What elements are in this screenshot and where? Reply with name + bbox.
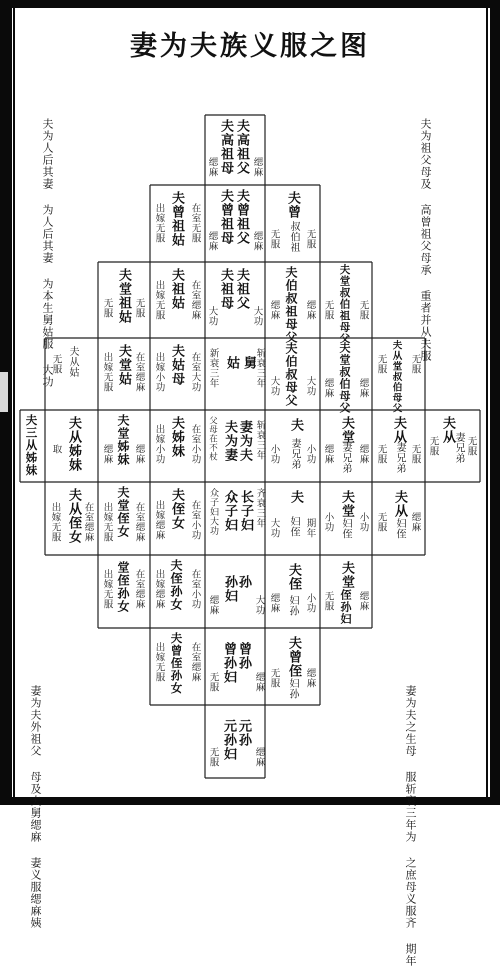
note-line: 妻为夫外祖父 [29,685,42,757]
mourning-grade: 出嫁小功 [153,424,165,464]
kin-name: 妇孙 [287,595,298,616]
kin-name: 元孙 [236,719,251,747]
note-line: 妻义服缌麻姨 [29,857,42,929]
kin-name: 妻兄弟 [340,442,351,474]
mourning-grade: 在室小功 [189,500,201,540]
cell-zaicong-xiongdi [425,410,480,482]
mourning-grade: 出嫁无服 [49,502,61,542]
kin-name: 妇侄 [340,518,351,539]
kin-name: 夫 [288,490,303,504]
note-line: 夫为人后其妻 [41,118,54,190]
mourning-grade: 在室大功 [189,352,201,392]
kin-name: 夫堂祖姑 [116,268,131,324]
mourning-grade: 在室缌麻 [82,502,94,542]
kin-name: 夫曾侄孙女 [169,632,184,695]
cell-tang-xiongdi [320,410,372,482]
mourning-grade: 缌麻 [409,512,421,532]
mourning-grade: 在室小功 [189,569,201,609]
note-line: 为本生舅姑服 [41,278,54,350]
mourning-grade: 缌麻 [322,378,334,398]
cell-tang-zhinv [98,482,150,555]
mourning-grade: 在室缌麻 [189,280,201,320]
mourning-grade: 父母在不杖 [207,416,218,461]
mourning-grade: 出嫁无服 [153,280,165,320]
kin-name: 舅 [241,356,256,370]
kin-name: 侄孙妇 [339,589,352,625]
kin-name: 夫堂 [339,561,354,589]
kin-name: 夫高祖父 [234,119,249,175]
cell-xuansun [205,705,265,778]
mourning-grade: 小功 [304,593,316,613]
cell-zengzhisun [265,628,320,705]
mourning-grade: 无服 [322,591,334,611]
mourning-grade: 无服 [375,444,387,464]
kin-name: 曾孙妇 [221,642,236,684]
mourning-grade: 大功 [206,306,218,326]
mourning-grade: 无服 [465,436,477,456]
kin-name: 夫高祖母 [218,119,233,175]
kin-name: 夫祖姑 [169,268,184,310]
kin-name: 夫侄孙女 [169,559,183,611]
cell-xiongdi [265,410,320,482]
cell-cong-zhinv [45,482,98,555]
kin-name: 夫从 [392,490,407,518]
kin-name: 叔伯祖 [288,221,299,253]
cell-zimei [150,410,205,482]
kin-name: 妇侄 [288,516,299,537]
mourning-grade: 小功 [357,512,369,532]
cell-zu [205,262,265,338]
mourning-grade: 缌麻 [133,444,145,464]
cell-tang-zhisun [320,555,372,628]
kin-name: 夫伯叔母父 [284,342,298,407]
note-line: 重者并从夫服 [419,290,432,362]
mourning-grade: 无服 [207,672,219,692]
cell-zhisunnv [150,555,205,628]
kin-name: 夫侄 [286,563,301,591]
cell-zeng-zugu [150,185,205,262]
cell-tang-bozu [320,262,372,345]
kin-name: 夫 [288,418,303,432]
note-line: 大功 [41,364,54,388]
cell-boshu [265,338,320,410]
mourning-grade: 出嫁无服 [101,352,113,392]
mourning-grade: 无服 [357,300,369,320]
cell-zengzhisunnv [150,628,205,705]
cell-jiugu [205,338,265,410]
mourning-grade: 缌麻 [253,672,265,692]
mourning-grade: 在室缌麻 [133,352,145,392]
note-line: 期年 [404,943,417,967]
kin-name: 夫从 [391,416,406,444]
cell-bozu [265,262,320,344]
kin-name: 妻兄弟 [394,442,405,474]
kin-name: 妻为夫 [237,420,252,462]
note-line: 为人后其妻 [41,204,54,264]
mourning-grade: 无服 [304,229,316,249]
kin-name: 夫从姑 [67,346,78,378]
mourning-grade: 在室小功 [189,424,201,464]
cell-zengsun [205,628,265,705]
kin-name: 夫伯叔祖母父 [284,266,298,344]
cell-self [205,410,265,482]
cell-zhisun [265,555,320,628]
cell-conggu [45,338,98,410]
cell-tang-zimei [98,410,150,482]
mourning-grade: 小功 [304,444,316,464]
kin-name: 夫堂姊妹 [116,414,130,466]
kin-name: 元孙妇 [221,719,236,761]
mourning-grade: 大功 [251,306,263,326]
kin-name: 夫堂叔伯母父 [338,342,351,414]
mourning-grade: 出嫁缌麻 [153,500,165,540]
cell-cong-tang-boshu [372,338,425,414]
kin-name: 孙 [236,575,251,589]
mourning-grade: 无服 [268,668,280,688]
mourning-grade: 缌麻 [251,157,263,177]
note-line: 母及夫舅缌麻 [29,771,42,843]
mourning-grade: 缌麻 [357,378,369,398]
cell-zengzu [205,185,265,262]
mourning-grade: 缌麻 [322,444,334,464]
note-line: 服斩衰三年为 [404,771,417,843]
mourning-grade: 缌麻 [304,668,316,688]
mourning-grade: 小功 [268,444,280,464]
note-line: 之庶母义服齐 [404,857,417,929]
kin-name: 夫曾祖父 [234,189,249,245]
mourning-grade: 无服 [409,354,421,374]
kin-name: 夫堂 [339,416,354,444]
note-line: 高曾祖父母承 [419,204,432,276]
kin-name: 妻兄弟 [453,432,464,464]
kin-name: 夫从姊妹 [66,416,81,472]
mourning-grade: 无服 [207,747,219,767]
kin-name: 夫从侄女 [66,488,81,544]
mourning-grade: 众子妇大功 [208,488,218,536]
cell-sancong-zimei [20,410,45,482]
kin-name: 夫从堂叔伯母父 [390,340,402,414]
mourning-grade: 大功 [304,376,316,396]
cell-zhinv [150,482,205,555]
mourning-grade: 取 [50,444,62,454]
mourning-grade: 缌麻 [357,444,369,464]
cell-cong-zimei [45,410,98,482]
kin-name: 夫祖母 [218,268,233,310]
mourning-grade: 大功 [268,518,280,538]
mourning-grade: 缌麻 [206,231,218,251]
mourning-grade: 缌麻 [101,444,113,464]
mourning-grade: 无服 [409,444,421,464]
cell-gaozu [205,115,265,185]
cell-cong-zhi [372,482,425,555]
kin-name: 妻兄弟 [289,438,300,470]
mourning-grade: 大功 [268,376,280,396]
cell-tang-zhisunnv [98,555,150,628]
mourning-grade: 新衰三年 [207,348,219,388]
kin-name: 夫姑母 [169,344,184,386]
kin-name: 夫堂叔伯祖母父 [338,264,351,345]
mourning-grade: 无服 [101,298,113,318]
kin-name: 曾孙 [236,642,251,670]
mourning-grade: 无服 [322,300,334,320]
mourning-grade: 在室无服 [189,203,201,243]
mourning-grade: 无服 [375,512,387,532]
kin-name: 夫曾祖姑 [169,191,184,247]
mourning-grade: 无服 [427,436,439,456]
note-line: 夫为祖父母及 [419,118,432,190]
cell-zhangzi [205,482,265,555]
cell-zeng-boshu [265,185,320,262]
kin-name: 夫为妻 [222,420,237,462]
mourning-grade: 无服 [375,354,387,374]
mourning-grade: 齐衰三年 [254,488,266,528]
kin-name: 夫堂 [339,490,354,518]
mourning-grade: 无服 [50,354,62,374]
mourning-grade: 小功 [322,512,334,532]
mourning-grade: 出嫁无服 [101,502,113,542]
mourning-grade: 出嫁小功 [153,352,165,392]
mourning-grade: 斩衰三年 [254,420,266,460]
cell-tang-boshu [320,338,372,414]
kin-name: 夫侄女 [169,488,184,530]
cell-tang-zugu [98,262,150,338]
kin-name: 夫堂侄女 [116,486,130,538]
mourning-grade: 无服 [133,298,145,318]
kin-name: 妇侄 [394,518,405,539]
mourning-grade: 缌麻 [268,300,280,320]
cell-gumu [150,338,205,410]
kin-name: 长子妇 [238,490,253,532]
kin-name: 孙妇 [222,575,237,603]
mourning-grade: 期年 [304,518,316,538]
mourning-grade: 缌麻 [206,157,218,177]
mourning-grade: 出嫁无服 [101,569,113,609]
kin-name: 妇孙 [287,678,298,699]
mourning-grade: 斩衰三年 [254,348,266,388]
mourning-grade: 缌麻 [357,591,369,611]
kin-name: 姑 [224,356,239,370]
cell-zugu [150,262,205,338]
cell-zhi [265,482,320,555]
mourning-grade: 缌麻 [253,747,265,767]
kin-name: 夫祖父 [234,268,249,310]
mourning-grade: 缌麻 [207,595,219,615]
cell-tanggu [98,338,150,410]
mourning-grade: 出嫁缌麻 [153,569,165,609]
note-line: 妻为夫之生母 [404,685,417,757]
kin-name: 夫堂姑 [116,344,131,386]
mourning-grade: 无服 [268,229,280,249]
mourning-grade: 在室缌麻 [189,642,201,682]
page-title: 妻为夫族义服之图 [130,31,370,62]
kin-name: 夫三从姊妹 [24,414,39,477]
mourning-grade: 出嫁无服 [153,203,165,243]
mourning-grade: 缌麻 [251,231,263,251]
kin-name: 夫从 [440,416,455,444]
mourning-grade: 缌麻 [268,593,280,613]
kin-name: 夫曾祖母 [218,189,233,245]
kin-name: 堂侄孙女 [116,561,130,613]
mourning-grade: 缌麻 [304,300,316,320]
mourning-grade: 在室缌麻 [133,502,145,542]
kin-name: 夫曾侄 [286,636,301,678]
kin-name: 众子妇 [222,490,237,532]
cell-tang-zhi [320,482,372,555]
mourning-grade: 大功 [253,595,265,615]
kin-name: 夫姊妹 [169,416,184,458]
mourning-grade: 在室缌麻 [133,569,145,609]
kin-name: 夫曾 [285,191,300,219]
cell-sun [205,555,265,628]
mourning-grade: 出嫁无服 [153,642,165,682]
cell-cong-xiongdi [372,410,425,482]
